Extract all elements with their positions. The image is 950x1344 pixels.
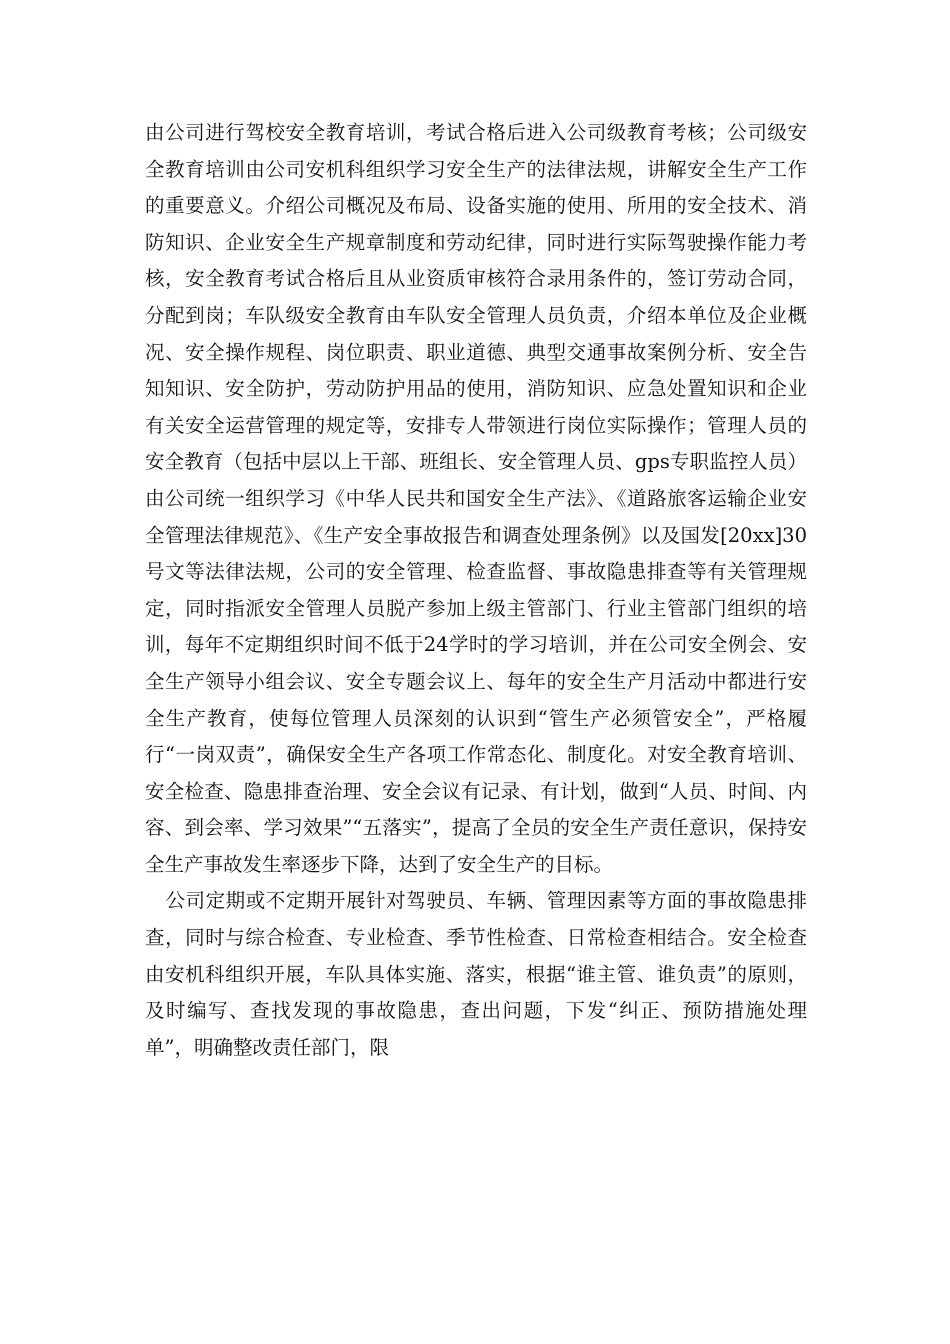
paragraph-inspection: 公司定期或不定期开展针对驾驶员、车辆、管理因素等方面的事故隐患排查，同时与综合检查、专业检查、季节性检查、日常检查相结合。安全检查由安机科组织开展，车队具体实施、落实，根据“谁主管、谁负责”的原则，及时编写、查找发现的事故隐患，查出问题，下发“纠正、预防措施处理单”，明确整改责任部门，限 bbox=[145, 889, 807, 1059]
document-page bbox=[145, 115, 807, 1066]
paragraph-training: 由公司进行驾校安全教育培训，考试合格后进入公司级教育考核；公司级安全教育培训由公司安机科组织学习安全生产的法律法规，讲解安全生产工作的重要意义。介绍公司概况及布局、设备实施的使用、所用的安全技术、消防知识、企业安全生产规章制度和劳动纪律，同时进行实际驾驶操作能力考核，安全教育考试合格后且从业资质审核符合录用条件的，签订劳动合同，分配到岗；车队级安全教育由车队安全管理人员负责，介绍本单位及企业概况、安全操作规程、岗位职责、职业道德、典型交通事故案例分析、安全告知知识、安全防护，劳动防护用品的使用，消防知识、应急处置知识和企业有关安全运营管理的规定等，安排专人带领进行岗位实际操作；管理人员的安全教育（包括中层以上干部、班组长、安全管理人员、gps专职监控人员）由公司统一组织学习《中华人民共和国安全生产法》、《道路旅客运输企业安全管理法律规范》、《生产安全事故报告和调查处理条例》以及国发[20xx]30号文等法律法规，公司的安全管理、检查监督、事故隐患排查等有关管理规定，同时指派安全管理人员脱产参加上级主管部门、行业主管部门组织的培训，每年不定期组织时间不低于24学时的学习培训，并在公司安全例会、安全生产领导小组会议、安全专题会议上、每年的安全生产月活动中都进行安全生产教育，使每位管理人员深刻的认识到“管生产必须管安全”，严格履行“一岗双责”，确保安全生产各项工作常态化、制度化。对安全教育培训、安全检查、隐患排查治理、安全会议有记录、有计划，做到“人员、时间、内容、到会率、学习效果”“五落实”，提高了全员的安全生产责任意识，保持安全生产事故发生率逐步下降，达到了安全生产的目标。 bbox=[145, 121, 807, 876]
